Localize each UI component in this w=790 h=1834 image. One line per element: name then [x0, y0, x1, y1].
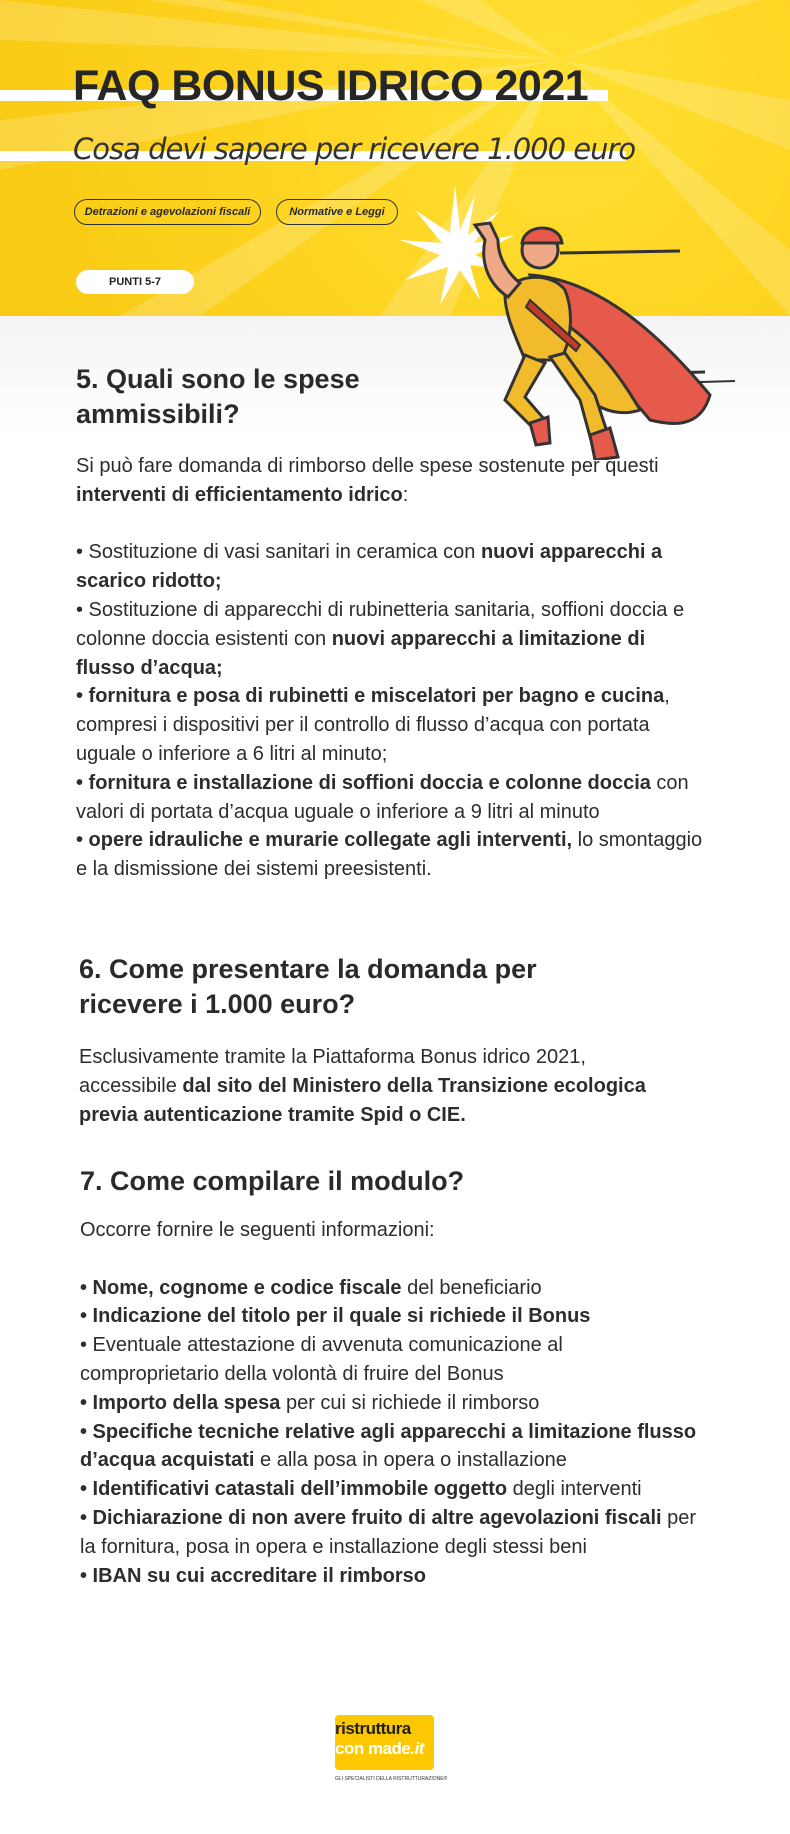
bold-text: • IBAN su cui accreditare il rimborso: [80, 1564, 426, 1587]
text-segment: Esclusivamente tramite la Piattaforma Bonus idrico 2021, accessibile: [79, 1046, 586, 1097]
bold-text: • Identificativi catastali dell’immobile oggetto: [80, 1478, 508, 1501]
text-segment: lo smontaggio e la dismissione dei sistemi preesistenti.: [76, 829, 703, 881]
bold-text: • fornitura e installazione di soffioni doccia e colonne doccia: [76, 771, 651, 794]
body-paragraph: [80, 1274, 700, 1303]
text-segment: , compresi i dispositivi per il controllo di flusso d’acqua con portata uguale o inferiore a 6 litri al minuto;: [76, 685, 670, 765]
body-paragraph: [80, 1418, 700, 1476]
bold-text: • Dichiarazione di non avere fruito di altre agevolazioni fiscali: [80, 1506, 662, 1529]
bold-text: • Importo della spesa: [80, 1391, 281, 1414]
logo-line-1: ristruttura: [335, 1719, 411, 1738]
bold-text: • fornitura e posa di rubinetti e miscelatori per bagno e cucina: [76, 685, 665, 708]
body-paragraph: [80, 1216, 700, 1245]
body-paragraph: [76, 769, 706, 827]
logo-line-2: [335, 1739, 424, 1759]
text-segment: del beneficiario: [401, 1276, 542, 1299]
body-paragraph: [76, 682, 706, 768]
text-segment: e alla posa in opera o installazione: [254, 1449, 567, 1472]
text-segment: per cui si richiede il rimborso: [280, 1391, 540, 1414]
body-paragraph: [80, 1245, 700, 1274]
body-paragraph: [76, 510, 706, 539]
section-pill: PUNTI 5-7: [76, 270, 194, 294]
text-segment: • Sostituzione di vasi sanitari in ceramica con: [76, 541, 481, 564]
section-5-heading: 5. Quali sono le spese ammissibili?: [76, 364, 360, 429]
page-subtitle: Cosa devi sapere per ricevere 1.000 euro: [73, 132, 636, 166]
bold-text: • Indicazione del titolo per il quale si richiede il Bonus: [80, 1305, 591, 1328]
section-7-heading: 7. Come compilare il modulo?: [80, 1166, 465, 1196]
body-paragraph: [80, 1331, 700, 1389]
body-paragraph: [80, 1302, 700, 1331]
text-segment: degli interventi: [507, 1478, 642, 1501]
body-paragraph: [76, 596, 706, 682]
body-paragraph: [80, 1475, 700, 1504]
text-segment: Occorre fornire le seguenti informazioni:: [80, 1219, 435, 1241]
section-7-body: [80, 1216, 700, 1590]
section-6-body: [79, 1043, 679, 1129]
text-segment: • Sostituzione di apparecchi di rubinetteria sanitaria, soffioni doccia e colonne doccia esistenti con: [76, 598, 685, 650]
bold-text: • opere idrauliche e murarie collegate agli interventi,: [76, 829, 573, 852]
tag-detrazioni[interactable]: Detrazioni e agevolazioni fiscali: [74, 199, 261, 225]
section-6-heading: 6. Come presentare la domanda per ricevere i 1.000 euro?: [79, 954, 537, 1019]
text-segment: • Eventuale attestazione di avvenuta comunicazione al comproprietario della volontà di fruire del Bonus: [80, 1334, 563, 1385]
text-segment: con valori di portata d’acqua uguale o inferiore a 9 litri al minuto: [76, 771, 689, 823]
body-paragraph: [80, 1504, 700, 1562]
bold-text: interventi di efficientamento idrico: [76, 483, 403, 506]
superhero-plumber-icon: [400, 185, 770, 460]
bold-text: • Nome, cognome e codice fiscale: [80, 1276, 402, 1299]
body-paragraph: [76, 826, 706, 884]
logo-tagline: GLI SPECIALISTI DELLA RISTRUTTURAZIONE®: [335, 1776, 448, 1782]
text-segment: Si può fare domanda di rimborso delle spese sostenute per questi: [76, 455, 659, 477]
tag-normative[interactable]: Normative e Leggi: [276, 199, 398, 225]
bold-text: dal sito del Ministero della Transizione ecologica previa autenticazione tramite Spid o CIE.: [79, 1074, 646, 1126]
section-5-body: [76, 452, 706, 884]
body-paragraph: [76, 538, 706, 596]
bold-text: nuovi apparecchi a limitazione di flusso d’acqua;: [76, 627, 646, 679]
bold-text: • Specifiche tecniche relative agli apparecchi a limitazione flusso d’acqua acquistati: [80, 1420, 697, 1472]
bold-text: nuovi apparecchi a scarico ridotto;: [76, 541, 663, 593]
body-paragraph: [79, 1043, 679, 1129]
logo-line-2-text: con made: [335, 1739, 411, 1758]
logo-suffix: .it: [410, 1739, 424, 1758]
body-paragraph: [76, 452, 706, 510]
body-paragraph: [80, 1389, 700, 1418]
ristrutturaconmade-logo[interactable]: [335, 1715, 434, 1770]
text-segment: per la fornitura, posa in opera e installazione degli stessi beni: [80, 1506, 697, 1558]
page-title: FAQ BONUS IDRICO 2021: [73, 62, 589, 110]
body-paragraph: [80, 1562, 700, 1591]
text-segment: :: [402, 483, 409, 506]
